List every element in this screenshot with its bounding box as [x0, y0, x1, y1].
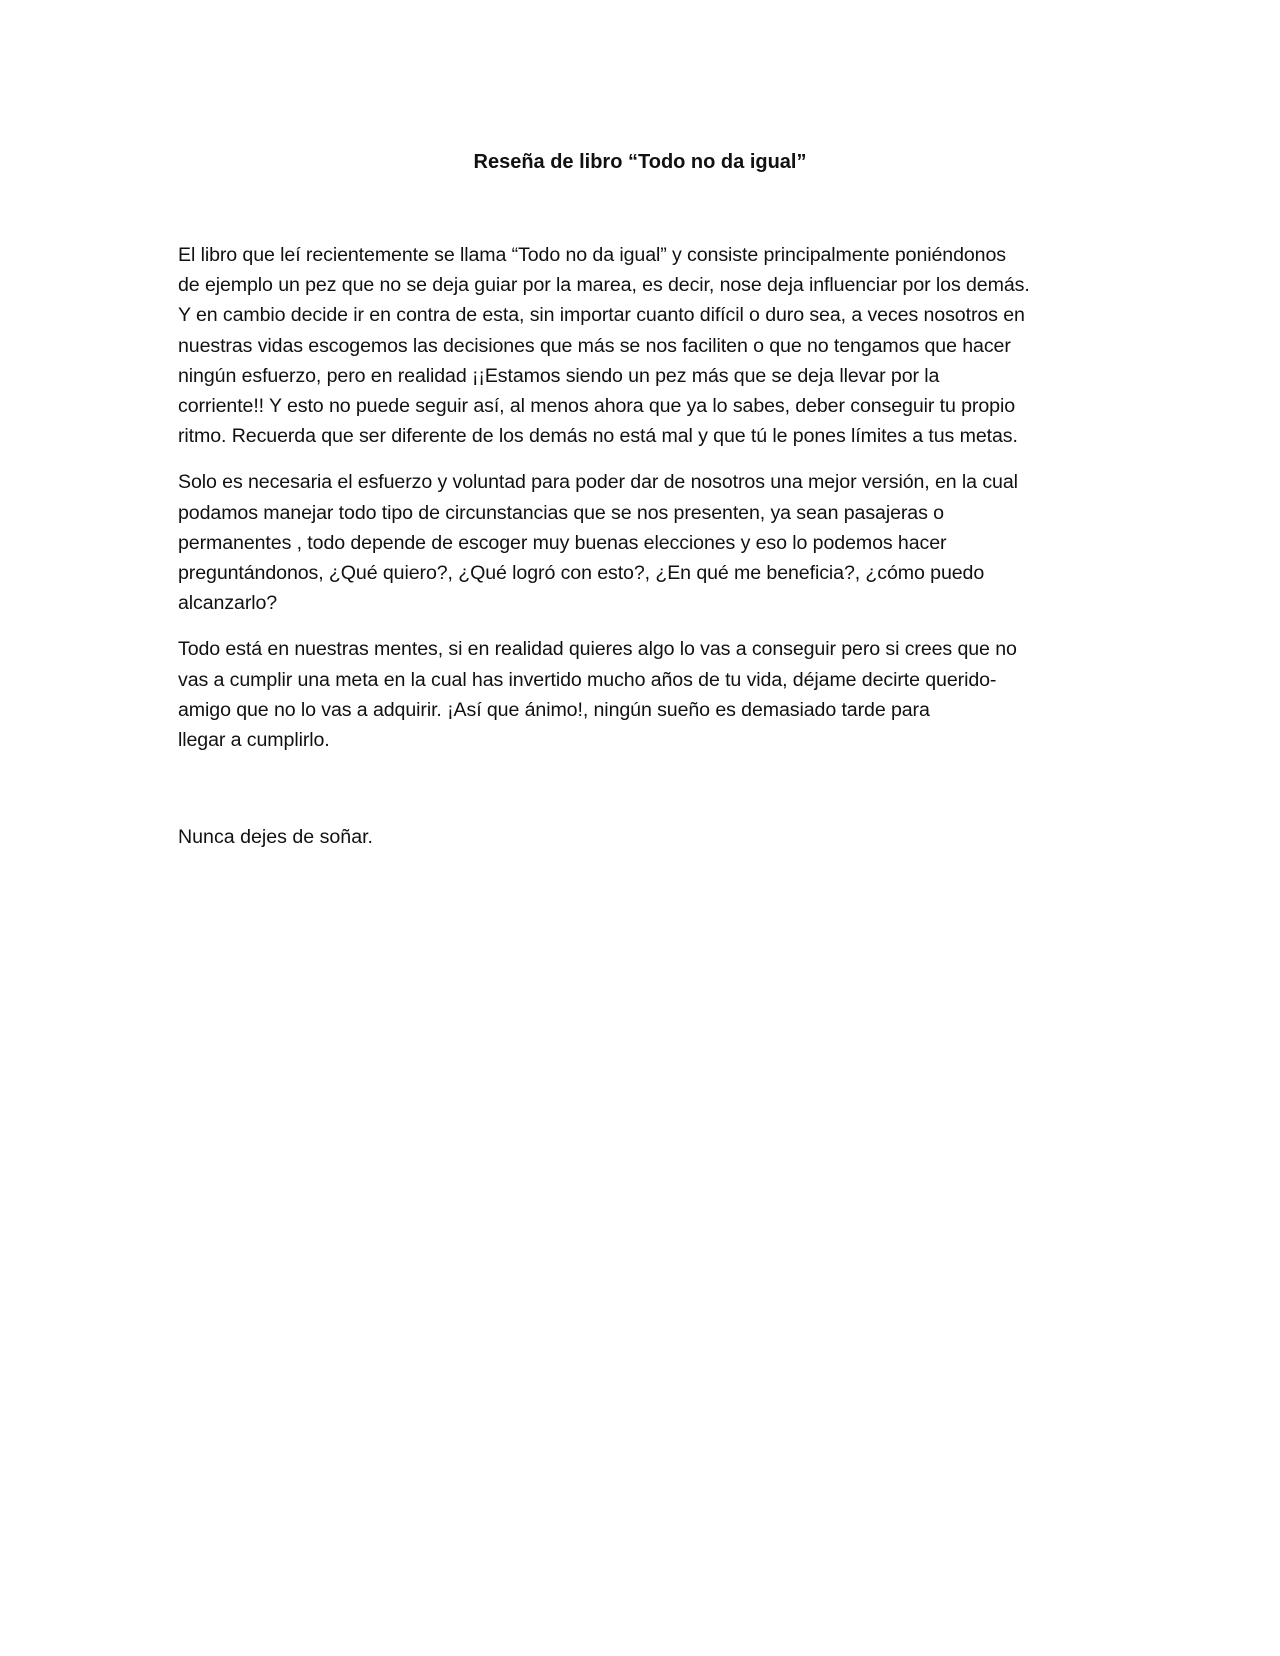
document-title: Reseña de libro “Todo no da igual” [473, 151, 807, 173]
text-line: alcanzarlo? [178, 592, 278, 615]
text-line: llegar a cumplirlo. [178, 729, 330, 752]
text-line: ningún esfuerzo, pero en realidad ¡¡Estamos siendo un pez más que se deja llevar por la [178, 364, 940, 387]
paragraph-3 [178, 634, 1108, 755]
paragraph-1 [178, 240, 1108, 451]
text-line: ritmo. Recuerda que ser diferente de los demás no está mal y que tú le pones límites a tus metas. [178, 425, 1018, 448]
text-line: Y en cambio decide ir en contra de esta, sin importar cuanto difícil o duro sea, a veces nosotros en [178, 304, 1025, 327]
document-body [178, 240, 1108, 771]
closing-line: Nunca dejes de soñar. [178, 826, 373, 848]
text-line: corriente!! Y esto no puede seguir así, al menos ahora que ya lo sabes, deber conseguir tu propio [178, 395, 1016, 418]
text-line: de ejemplo un pez que no se deja guiar por la marea, es decir, nose deja influenciar por los demás. [178, 274, 1030, 297]
text-line: Todo está en nuestras mentes, si en realidad quieres algo lo vas a conseguir pero si crees que no [178, 638, 1017, 661]
text-line: nuestras vidas escogemos las decisiones que más se nos faciliten o que no tengamos que hacer [178, 334, 1011, 357]
text-line: preguntándonos, ¿Qué quiero?, ¿Qué logró con esto?, ¿En qué me beneficia?, ¿cómo puedo [178, 562, 985, 585]
text-line: vas a cumplir una meta en la cual has invertido mucho años de tu vida, déjame decirte querido- [178, 668, 997, 691]
text-line: permanentes , todo depende de escoger muy buenas elecciones y eso lo podemos hacer [178, 531, 947, 554]
text-line: podamos manejar todo tipo de circunstancias que se nos presenten, ya sean pasajeras o [178, 501, 944, 524]
text-line: amigo que no lo vas a adquirir. ¡Así que ánimo!, ningún sueño es demasiado tarde para [178, 698, 930, 721]
text-line: El libro que leí recientemente se llama “Todo no da igual” y consiste principalmente poniéndonos [178, 244, 1006, 266]
paragraph-2 [178, 467, 1108, 618]
text-line: Solo es necesaria el esfuerzo y voluntad para poder dar de nosotros una mejor versión, en la cual [178, 471, 1018, 494]
